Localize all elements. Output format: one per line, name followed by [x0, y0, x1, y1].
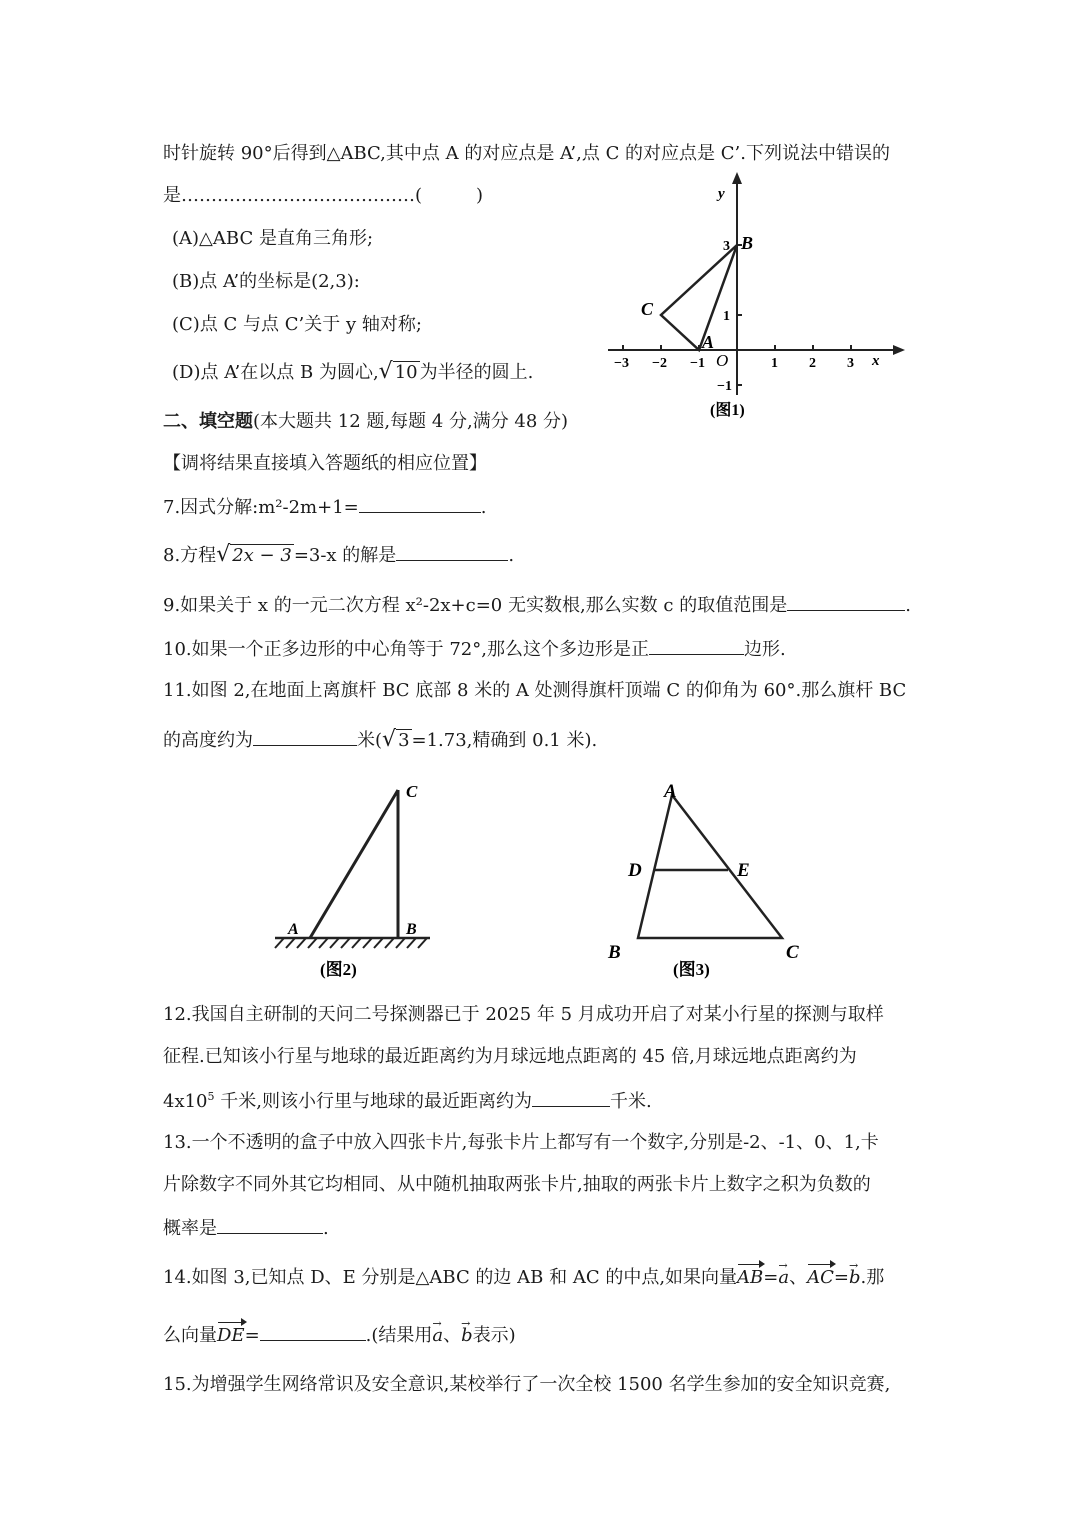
- q13-line1: 13.一个不透明的盒子中放入四张卡片,每张卡片上都写有一个数字,分别是-2、-1、0、1,卡: [163, 1132, 879, 1153]
- figure-1-coordinate-plane: [600, 170, 910, 425]
- q6-option-a: (A)△ABC 是直角三角形;: [172, 228, 374, 249]
- y-axis-arrow: [732, 172, 742, 184]
- q14-line2: [163, 1322, 516, 1348]
- q6-option-c: (C)点 C 与点 C’关于 y 轴对称;: [172, 314, 422, 335]
- q8-radicand: 2x − 3: [232, 545, 292, 566]
- section-2-title: 二、填空题: [163, 411, 253, 432]
- x-tick-label: −1: [690, 356, 705, 371]
- q14-answer-blank[interactable]: [260, 1322, 366, 1341]
- vector-a-2: a →: [432, 1324, 443, 1348]
- ground-hatch-mark: [396, 938, 405, 948]
- fig3-label-c: C: [786, 942, 799, 963]
- ground-hatch-mark: [374, 938, 383, 948]
- q8-end: .: [508, 545, 515, 566]
- figure-2-flagpole: [270, 775, 440, 985]
- q14-pre: 14.如图 3,已知点 D、E 分别是△ABC 的边 AB 和 AC 的中点,如果向量: [163, 1267, 738, 1288]
- x-tick-label: 2: [809, 356, 816, 371]
- fig3-label-d: D: [628, 860, 642, 881]
- q14-line1: [163, 1266, 884, 1290]
- section-2-note: 【调将结果直接填入答题纸的相应位置】: [163, 453, 487, 474]
- q8-post: =3-x 的解是: [293, 545, 397, 566]
- figure-2-caption: (图2): [320, 960, 357, 979]
- q14-eq2: =: [833, 1267, 849, 1288]
- q7-end: .: [480, 497, 487, 518]
- fig2-label-a: A: [288, 921, 299, 938]
- point-label-b: B: [741, 233, 754, 253]
- q11-line2-mid: 米(: [357, 730, 383, 751]
- x-tick-label: −2: [652, 356, 667, 371]
- question-9: [163, 592, 911, 618]
- sqrt-10: √ 10: [378, 359, 418, 384]
- y-axis-label: y: [718, 186, 725, 202]
- y-tick-label: −1: [717, 379, 732, 394]
- vector-b: b →: [849, 1266, 861, 1290]
- q14-eq3: =: [244, 1325, 260, 1346]
- figure-3-triangle: [600, 775, 820, 985]
- q10-answer-blank[interactable]: [649, 636, 744, 655]
- q9-end: .: [905, 595, 911, 616]
- vector-de: DE: [217, 1325, 245, 1346]
- q14-line2-pre: 么向量: [163, 1325, 217, 1346]
- q15-line1: 15.为增强学生网络常识及安全意识,某校举行了一次全校 1500 名学生参加的安全知识竞赛,: [163, 1374, 891, 1395]
- vector-ab: AB: [737, 1267, 764, 1288]
- q8-answer-blank[interactable]: [396, 542, 508, 561]
- triangle-abc: [638, 795, 782, 938]
- q7-text: 7.因式分解:m²-2m+1=: [163, 497, 359, 518]
- fig3-label-e: E: [737, 860, 750, 881]
- q6-line1: 时针旋转 90°后得到△ABC,其中点 A 的对应点是 A’,点 C 的对应点是 C’.下列说法中错误的: [163, 143, 890, 164]
- q6-option-d-pre: (D)点 A’在以点 B 为圆心,: [172, 362, 379, 383]
- sqrt-2x-3: √ 2x − 3: [216, 542, 292, 567]
- ground-hatch-mark: [352, 938, 361, 948]
- x-tick-label: −3: [614, 356, 629, 371]
- ground-hatch-mark: [275, 938, 284, 948]
- ground-hatch-mark: [308, 938, 317, 948]
- y-tick-label: 1: [723, 309, 730, 324]
- q6-option-b: (B)点 A’的坐标是(2,3):: [172, 271, 360, 292]
- q11-line2-post: =1.73,精确到 0.1 米).: [411, 730, 598, 751]
- q12-exponent: 5: [207, 1090, 215, 1103]
- q10-pre: 10.如果一个正多边形的中心角等于 72°,那么这个多边形是正: [163, 639, 649, 660]
- q14-sep: 、: [789, 1267, 808, 1288]
- y-tick-label: 3: [723, 239, 730, 254]
- q6-option-d: [172, 360, 533, 385]
- question-7: [163, 494, 486, 520]
- vector-ac: AC: [807, 1267, 834, 1288]
- ground-hatch-mark: [330, 938, 339, 948]
- q11-line1: 11.如图 2,在地面上离旗杆 BC 底部 8 米的 A 处测得旗杆顶端 C 的仰角为 60°.那么旗杆 BC: [163, 680, 907, 701]
- sqrt-3: √ 3: [382, 727, 410, 752]
- ground-hatch-mark: [286, 938, 295, 948]
- question-8: [163, 542, 514, 568]
- q12-line3-mid: 千米,则该小行里与地球的最近距离约为: [214, 1091, 532, 1112]
- q9-answer-blank[interactable]: [787, 592, 905, 611]
- q13-line2: 片除数字不同外其它均相同、从中随机抽取两张卡片,抽取的两张卡片上数字之积为负数的: [163, 1174, 871, 1195]
- q6-option-d-post: 为半径的圆上.: [419, 362, 534, 383]
- ground-hatch-mark: [385, 938, 394, 948]
- section-2-heading: [163, 410, 568, 434]
- q12-line3: [163, 1088, 652, 1114]
- q14-eq1: =: [763, 1267, 779, 1288]
- ground-hatch-mark: [418, 938, 427, 948]
- ground-hatch-mark: [297, 938, 306, 948]
- ground-hatch-mark: [319, 938, 328, 948]
- q12-line1: 12.我国自主研制的天问二号探测器已于 2025 年 5 月成功开启了对某小行星的探测与取样: [163, 1004, 884, 1025]
- q13-line3-text: 概率是: [163, 1218, 217, 1239]
- q12-line3-pre: 4x10: [163, 1091, 208, 1112]
- point-label-c: C: [641, 299, 654, 319]
- fig3-label-a: A: [664, 781, 677, 802]
- origin-label: O: [716, 351, 729, 370]
- q13-end: .: [323, 1218, 329, 1239]
- segment-ac: [310, 790, 398, 938]
- figure-3-caption: (图3): [673, 960, 710, 979]
- q14-tail: .那: [860, 1267, 885, 1288]
- q12-line3-post: 千米.: [609, 1091, 652, 1112]
- q12-answer-blank[interactable]: [532, 1088, 610, 1107]
- q6-line2: 是…………………………………( ): [163, 185, 484, 206]
- ground-hatch-mark: [363, 938, 372, 948]
- q7-answer-blank[interactable]: [359, 494, 481, 513]
- q8-pre: 8.方程: [163, 545, 217, 566]
- vector-b-2: b →: [461, 1324, 473, 1348]
- q11-line2: [163, 727, 597, 753]
- q11-radicand: 3: [398, 730, 410, 751]
- q14-sep2: 、: [443, 1325, 462, 1346]
- x-axis-label: x: [872, 353, 880, 369]
- sqrt-10-radicand: 10: [394, 362, 418, 383]
- q11-line2-pre: 的高度约为: [163, 730, 253, 751]
- section-2-desc: (本大题共 12 题,每题 4 分,满分 48 分): [253, 411, 569, 432]
- x-tick-label: 3: [847, 356, 854, 371]
- q14-line2-post: .(结果用: [365, 1325, 433, 1346]
- question-10: [163, 636, 786, 662]
- fig2-label-b: B: [406, 921, 417, 938]
- figure-1-caption: (图1): [710, 402, 745, 419]
- x-tick-label: 1: [771, 356, 778, 371]
- fig3-label-b: B: [608, 942, 621, 963]
- q11-answer-blank[interactable]: [253, 727, 357, 746]
- q13-line3: [163, 1215, 329, 1241]
- q12-line2: 征程.已知该小行星与地球的最近距离约为月球远地点距离的 45 倍,月球远地点距离约为: [163, 1046, 857, 1067]
- q9-text: 9.如果关于 x 的一元二次方程 x²-2x+c=0 无实数根,那么实数 c 的取值范围是: [163, 595, 788, 616]
- ground-hatch-mark: [341, 938, 350, 948]
- triangle-abc: [661, 245, 737, 350]
- x-axis-arrow: [893, 345, 905, 355]
- q13-answer-blank[interactable]: [217, 1215, 323, 1234]
- vector-a: a →: [778, 1266, 789, 1290]
- fig2-label-c: C: [406, 782, 418, 801]
- point-label-a: A: [702, 332, 715, 352]
- ground-hatch-mark: [407, 938, 416, 948]
- q10-post: 边形.: [743, 639, 786, 660]
- q14-line2-end: 表示): [472, 1325, 516, 1346]
